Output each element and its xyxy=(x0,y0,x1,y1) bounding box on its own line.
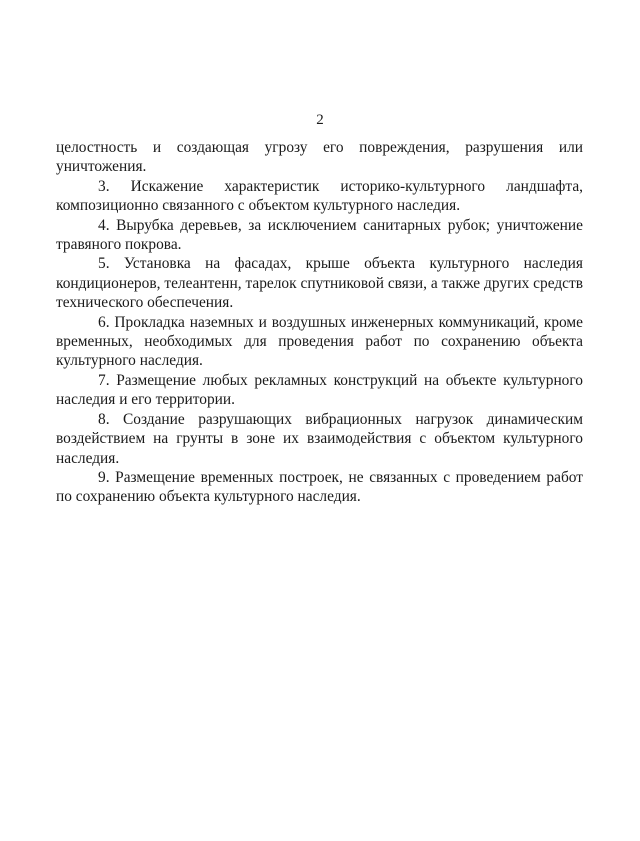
paragraph-item-7: 7. Размещение любых рекламных конструкций на объекте культурного наследия и его территории. xyxy=(56,371,583,409)
document-body xyxy=(56,138,583,507)
paragraph-item-5: 5. Установка на фасадах, крыше объекта культурного наследия кондиционеров, телеантенн, тарелок спутниковой связи, а также других средств технического обеспечения. xyxy=(56,255,583,312)
paragraph-item-3: 3. Искажение характеристик историко-культурного ландшафта, композиционно связанного с объектом культурного наследия. xyxy=(56,177,583,215)
paragraph-continuation: целостность и создающая угрозу его повреждения, разрушения или уничтожения. xyxy=(56,139,583,176)
paragraph-item-6: 6. Прокладка наземных и воздушных инженерных коммуникаций, кроме временных, необходимых для проведения работ по сохранению объекта культурного наследия. xyxy=(56,313,583,370)
paragraph-item-8: 8. Создание разрушающих вибрационных нагрузок динамическим воздействием на грунты в зоне их взаимодействия с объектом культурного наследия. xyxy=(56,410,583,467)
paragraph-item-4: 4. Вырубка деревьев, за исключением санитарных рубок; уничтожение травяного покрова. xyxy=(56,216,583,254)
page-number: 2 xyxy=(316,112,324,128)
paragraph-item-9: 9. Размещение временных построек, не связанных с проведением работ по сохранению объекта культурного наследия. xyxy=(56,468,583,506)
